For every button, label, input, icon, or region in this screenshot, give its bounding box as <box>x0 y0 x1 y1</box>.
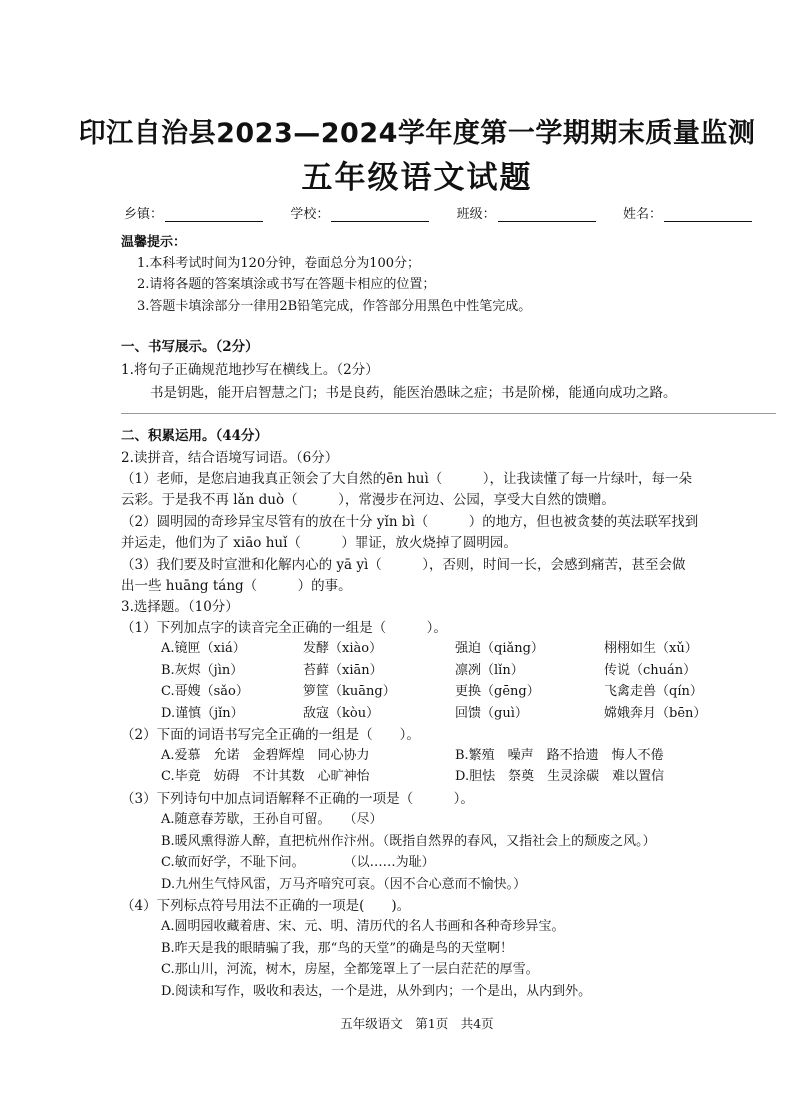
question-2: 2.读拼音，结合语境写词语。（6分） <box>121 450 339 466</box>
q3-1-option: 凛冽（lǐn） <box>455 663 524 678</box>
q3-2-option: B.繁殖 噪声 路不拾遗 悔人不倦 <box>455 748 664 763</box>
class-label: 班级： <box>456 207 496 222</box>
class-blank[interactable] <box>498 208 596 222</box>
q3-1-option: C.哥嫂（sǎo） <box>161 684 249 699</box>
tip-item: 2.请将各题的答案填涂或书写在答题卡相应的位置； <box>137 277 436 292</box>
q3-1-stem: （1）下列加点字的读音完全正确的一组是（ ）。 <box>121 620 447 636</box>
q3-2-option: A.爱慕 允诺 金碧辉煌 同心协力 <box>161 748 370 763</box>
name-field <box>623 203 752 222</box>
exam-subtitle: 五年级语文试题 <box>301 160 533 196</box>
q3-1-option: A.镜匣（xiá） <box>161 641 246 656</box>
q3-1-option: D.谨慎（jǐn） <box>161 706 244 721</box>
q3-1-option: 发酵（xiào） <box>303 641 383 656</box>
q2-line: 云彩。于是我不再 lǎn duò（ ），常漫步在河边、公园，享受大自然的馈赠。 <box>121 492 615 508</box>
q3-3-option: B.暖风熏得游人醉，直把杭州作汴州。（既指自然界的春风，又指社会上的颓废之风。） <box>161 834 656 849</box>
class-field <box>457 203 596 222</box>
question-3: 3.选择题。（10分） <box>121 599 239 615</box>
q3-4-stem: （4）下列标点符号用法不正确的一项是( )。 <box>121 898 411 914</box>
question-1: 1.将句子正确规范地抄写在横线上。（2分） <box>121 362 379 378</box>
q3-1-option: 嫦娥奔月（bēn） <box>604 706 707 721</box>
q2-line: 并运走，他们为了 xiāo huǐ（ ）罪证，放火烧掉了圆明园。 <box>121 535 517 551</box>
q3-4-option: C.那山川，河流，树木，房屋，全都笼罩上了一层白茫茫的厚雪。 <box>161 962 539 977</box>
q3-1-option: 苔藓（xiān） <box>303 663 383 678</box>
school-blank[interactable] <box>331 208 429 222</box>
school-field <box>290 203 429 222</box>
q3-4-option: B.昨天是我的眼睛骗了我，那“鸟的天堂”的确是鸟的天堂啊！ <box>161 941 513 956</box>
q2-line: （1）老师，是您启迪我真正领会了大自然的ēn huì（ ），让我读懂了每一片绿叶，每一朵 <box>121 471 693 487</box>
writing-line[interactable] <box>121 413 776 414</box>
school-label: 学校： <box>290 207 330 222</box>
township-field <box>124 203 263 222</box>
q3-1-option: 栩栩如生（xǔ） <box>604 641 698 656</box>
q3-3-option: A.随意春芳歇，王孙自可留。 （尽） <box>161 812 383 827</box>
q3-2-stem: （2）下面的词语书写完全正确的一组是（ ）。 <box>121 727 420 743</box>
q3-3-option: D.九州生气恃风雷，万马齐喑究可哀。（因不合心意而不愉快。） <box>161 877 527 892</box>
student-info-row <box>124 203 752 222</box>
q3-4-option: D.阅读和写作，吸收和表达，一个是进，从外到内；一个是出，从内到外。 <box>161 984 592 999</box>
township-label: 乡镇： <box>124 207 164 222</box>
q3-3-option: C.敏而好学，不耻下问。 （以……为耻） <box>161 855 435 870</box>
name-label: 姓名： <box>622 207 662 222</box>
tip-item: 1.本科考试时间为120分钟，卷面总分为100分； <box>137 256 421 271</box>
q3-1-option: 回馈（guì） <box>455 706 528 721</box>
q3-1-option: B.灰烬（jìn） <box>161 663 244 678</box>
page-footer: 五年级语文 第1页 共4页 <box>340 1016 494 1031</box>
q3-1-option: 传说（chuán） <box>604 663 697 678</box>
q3-1-option: 敌寇（kòu） <box>303 706 380 721</box>
name-blank[interactable] <box>664 208 752 222</box>
q3-1-option: 箩筐（kuāng） <box>303 684 396 699</box>
section2-heading: 二、积累运用。（44分） <box>121 428 269 444</box>
q3-1-option: 飞禽走兽（qín） <box>604 684 703 699</box>
exam-title: 印江自治县2023—2024学年度第一学期期末质量监测 <box>78 118 756 149</box>
q3-1-option: 强迫（qiǎng） <box>455 641 544 656</box>
q2-line: （2）圆明园的奇珍异宝尽管有的放在十分 yǐn bì（ ）的地方，但也被贪婪的英法联军找到 <box>121 514 699 530</box>
q2-line: 出一些 huāng táng（ ）的事。 <box>121 578 352 594</box>
copy-sentence: 书是钥匙，能开启智慧之门；书是良药，能医治愚昧之症；书是阶梯，能通向成功之路。 <box>150 385 677 401</box>
section1-heading: 一、书写展示。（2分） <box>121 339 259 355</box>
q3-2-option: D.胆怯 祭奠 生灵涂碳 难以置信 <box>455 769 665 784</box>
township-blank[interactable] <box>165 208 263 222</box>
q3-2-option: C.毕竟 妨碍 不计其数 心旷神怡 <box>161 769 370 784</box>
tips-title: 温馨提示： <box>121 235 187 250</box>
q3-4-option: A.圆明园收藏着唐、宋、元、明、清历代的名人书画和各种奇珍异宝。 <box>161 919 565 934</box>
tip-item: 3.答题卡填涂部分一律用2B铅笔完成，作答部分用黑色中性笔完成。 <box>137 299 532 314</box>
q2-line: （3）我们要及时宣泄和化解内心的 yā yì（ ），否则，时间一长，会感到痛苦，甚至会做 <box>121 557 686 573</box>
q3-1-option: 更换（gēng） <box>455 684 540 699</box>
q3-3-stem: （3）下列诗句中加点词语解释不正确的一项是（ ）。 <box>121 791 474 807</box>
